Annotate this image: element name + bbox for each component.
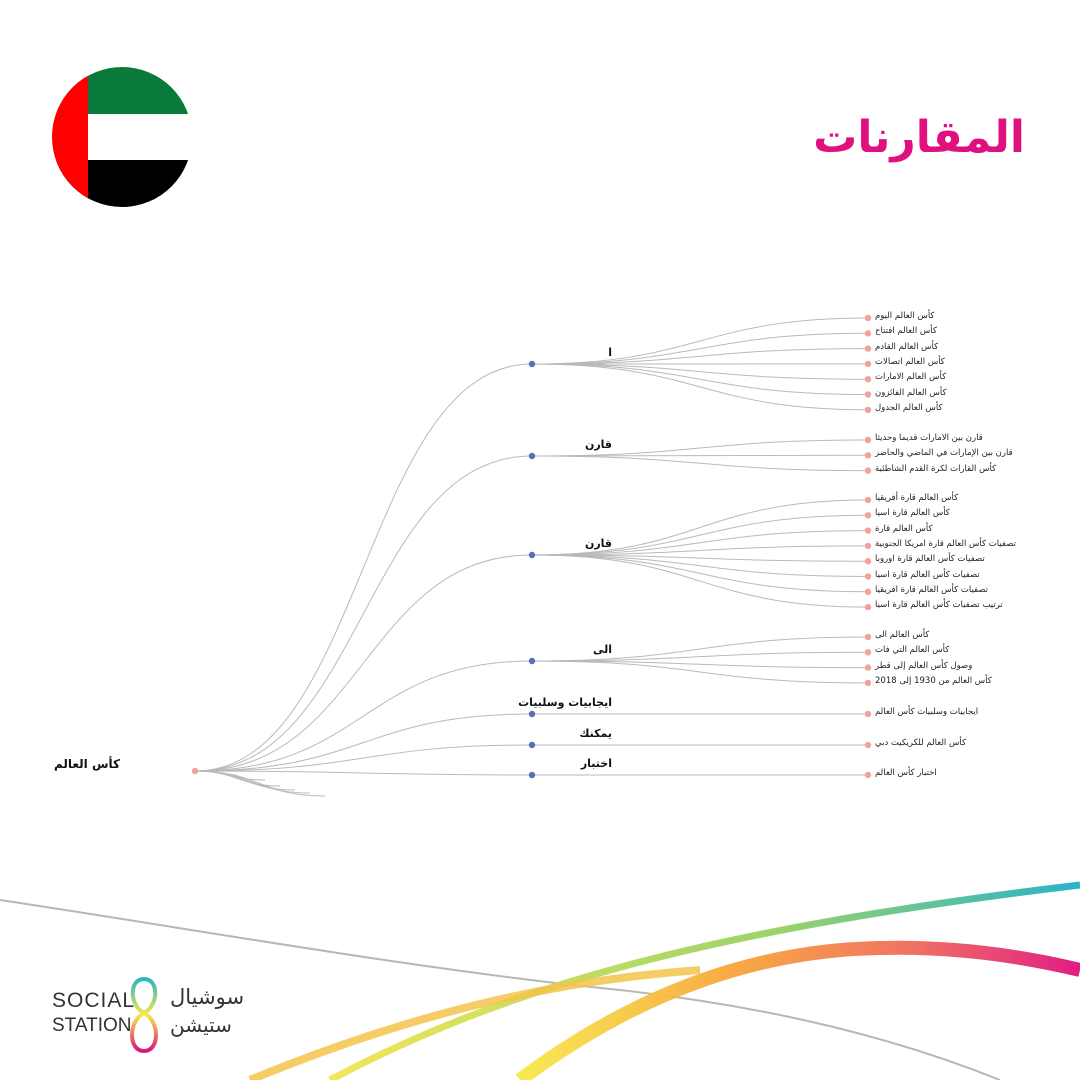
leaf-label: كأس العالم الى — [875, 630, 930, 640]
leaf-label: قارن بين الإمارات في الماضي والحاضر — [875, 448, 1013, 459]
root-to-branch-edge — [195, 714, 532, 771]
leaf-node — [865, 497, 871, 503]
leaf-label: كأس العالم للكريكيت دبي — [875, 738, 967, 748]
leaf-node — [865, 558, 871, 564]
leaf-node — [865, 407, 871, 413]
branch-to-leaf-edge — [532, 440, 868, 456]
leaf-label: كأس العالم قارة أفريقيا — [875, 493, 959, 503]
leaf-node — [865, 361, 871, 367]
leaf-node — [865, 376, 871, 382]
leaf-node — [865, 345, 871, 351]
leaf-label: تصفيات كأس العالم قارة اسيا — [875, 569, 980, 580]
branch-to-leaf-edge — [532, 456, 868, 471]
leaf-label: كأس العالم الفائزون — [875, 387, 947, 398]
branch-node — [529, 453, 535, 459]
branch-to-leaf-edge — [532, 364, 868, 395]
branch-to-leaf-edge — [532, 364, 868, 410]
brand-name-ar-line2: ستيشن — [170, 1013, 232, 1037]
branch-to-leaf-edge — [532, 555, 868, 607]
leaf-node — [865, 543, 871, 549]
brand-name-en-line1: SOCIAL — [52, 989, 136, 1012]
leaf-label: ايجابيات وسلبيات كأس العالم — [875, 707, 979, 717]
branch-to-leaf-edge — [532, 637, 868, 661]
branch-node — [529, 711, 535, 717]
branch-node — [529, 361, 535, 367]
leaf-label: كأس العالم القادم — [875, 341, 939, 352]
brand-name-en-line2: STATION — [52, 1015, 132, 1036]
leaf-node — [865, 467, 871, 473]
leaf-label: كأس العالم افتتاح — [875, 326, 937, 337]
leaf-node — [865, 512, 871, 518]
leaf-label: كأس العالم قارة اسيا — [875, 508, 950, 519]
collapsed-edge — [195, 771, 280, 786]
branch-to-leaf-edge — [532, 531, 868, 555]
branch-to-leaf-edge — [532, 455, 868, 456]
leaf-label: كأس القارات لكرة القدم الشاطئية — [875, 463, 997, 474]
root-to-branch-edge — [195, 771, 532, 775]
branch-node — [529, 552, 535, 558]
leaf-node — [865, 527, 871, 533]
branch-label: الى — [592, 643, 612, 656]
leaf-node — [865, 437, 871, 443]
leaf-label: كأس العالم اتصالات — [875, 356, 945, 367]
branch-label: ايجابيات وسلبيات — [518, 696, 612, 709]
leaf-label: اختبار كأس العالم — [875, 768, 937, 778]
branch-label: اختبار — [580, 757, 612, 770]
leaf-node — [865, 452, 871, 458]
leaf-node — [865, 391, 871, 397]
root-node — [192, 768, 198, 774]
leaf-node — [865, 315, 871, 321]
infinity-logo-icon — [124, 975, 164, 1055]
leaf-label: كأس العالم الامارات — [875, 372, 947, 383]
leaf-label: وصول كأس العالم إلى قطر — [875, 660, 973, 671]
leaf-label: كأس العالم اليوم — [875, 311, 935, 321]
branch-label: يمكنك — [579, 727, 612, 740]
root-to-branch-edge — [195, 456, 532, 771]
leaf-node — [865, 664, 871, 670]
leaf-label: قارن بين الامارات قديما وحديثا — [875, 433, 983, 443]
brand-logo — [52, 975, 252, 1055]
page-title: المقارنات — [813, 112, 1025, 163]
collapsed-edge — [195, 771, 325, 796]
leaf-node — [865, 680, 871, 686]
leaf-node — [865, 604, 871, 610]
leaf-node — [865, 772, 871, 778]
leaf-node — [865, 634, 871, 640]
leaf-label: تصفيات كأس العالم قارة امريكا الجنوبية — [875, 538, 1016, 549]
branch-label: ا — [608, 346, 612, 359]
root-to-branch-edge — [195, 364, 532, 771]
brand-name-ar-line1: سوشيال — [170, 985, 245, 1009]
branch-to-leaf-edge — [532, 349, 868, 364]
leaf-node — [865, 589, 871, 595]
root-to-branch-edge — [195, 555, 532, 771]
leaf-label: تصفيات كأس العالم قارة اوروبا — [875, 554, 985, 565]
branch-node — [529, 658, 535, 664]
leaf-label: كأس العالم الجدول — [875, 402, 943, 413]
leaf-label: تصفيات كأس العالم قارة افريقيا — [875, 584, 989, 595]
branch-to-leaf-edge — [532, 515, 868, 555]
collapsed-edge — [195, 771, 295, 790]
root-label: كأس العالم — [53, 757, 120, 771]
leaf-label: كأس العالم التي فات — [875, 645, 950, 656]
leaf-label: كأس العالم من 1930 إلى 2018 — [875, 675, 992, 686]
leaf-node — [865, 330, 871, 336]
branch-node — [529, 742, 535, 748]
leaf-node — [865, 649, 871, 655]
leaf-node — [865, 573, 871, 579]
branch-label: قارن — [584, 438, 612, 451]
leaf-label: كأس العالم قارة — [875, 523, 933, 534]
leaf-node — [865, 742, 871, 748]
branch-label: قارن — [584, 537, 612, 550]
leaf-label: ترتيب تصفيات كأس العالم قارة اسيا — [875, 600, 1003, 611]
branch-to-leaf-edge — [532, 364, 868, 379]
branch-to-leaf-edge — [532, 318, 868, 364]
leaf-node — [865, 711, 871, 717]
branch-node — [529, 772, 535, 778]
